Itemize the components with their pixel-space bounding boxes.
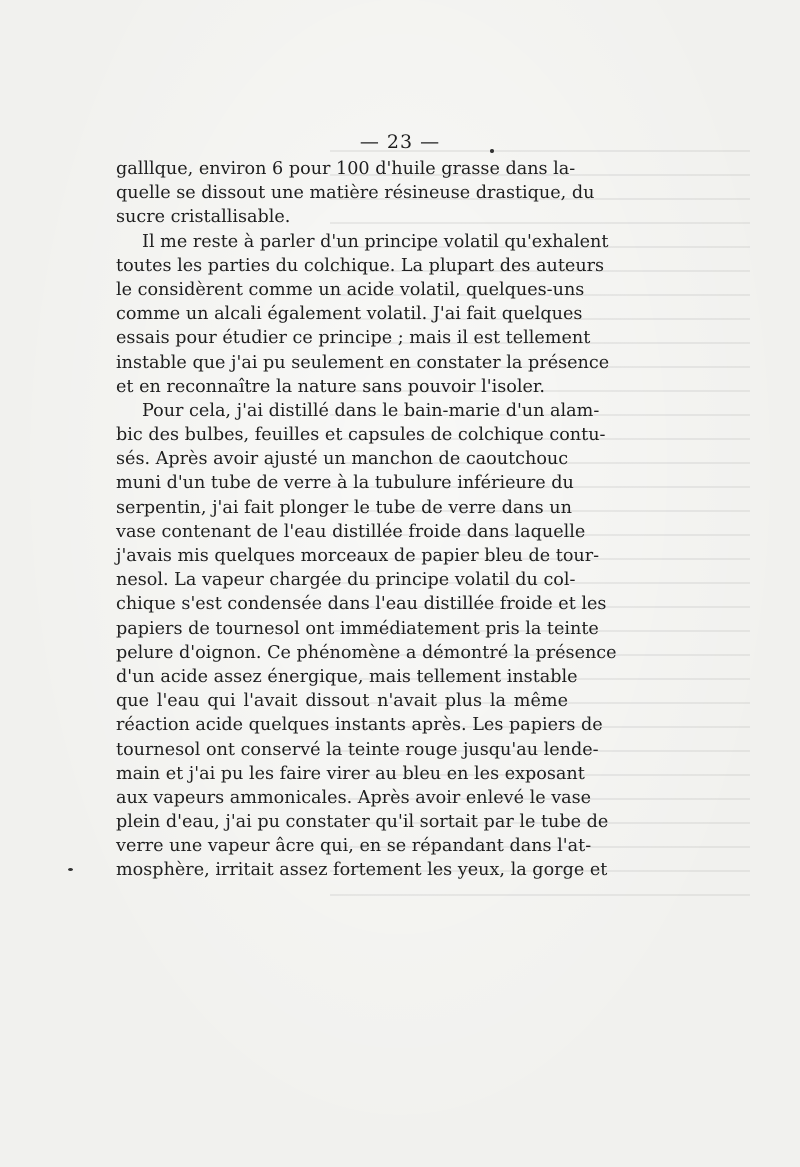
body-text xyxy=(116,157,617,883)
text-line: chique s'est condensée dans l'eau distillée froide et les xyxy=(116,594,607,615)
text-line: comme un alcali également volatil. J'ai fait quelques xyxy=(116,304,583,325)
ink-speck xyxy=(490,149,494,153)
text-line: papiers de tournesol ont immédiatement pris la teinte xyxy=(116,618,599,639)
text-line: et en reconnaître la nature sans pouvoir l'isoler. xyxy=(116,376,545,397)
text-line: tournesol ont conservé la teinte rouge jusqu'au lende- xyxy=(116,739,599,760)
text-line: sucre cristallisable. xyxy=(116,207,291,228)
page-number: — 23 — xyxy=(359,131,441,153)
text-line: d'un acide assez énergique, mais tellement instable xyxy=(116,666,578,687)
text-line: que l'eau qui l'avait dissout n'avait plus la même xyxy=(116,691,568,712)
text-line: sés. Après avoir ajusté un manchon de caoutchouc xyxy=(116,449,569,470)
text-line: nesol. La vapeur chargée du principe volatil du col- xyxy=(116,570,576,591)
text-line: j'avais mis quelques morceaux de papier bleu de tour- xyxy=(116,546,600,566)
ink-speck xyxy=(68,868,73,871)
text-line: quelle se dissout une matière résineuse drastique, du xyxy=(116,183,595,204)
text-line: plein d'eau, j'ai pu constater qu'il sortait par le tube de xyxy=(116,812,609,833)
text-line: vase contenant de l'eau distillée froide dans laquelle xyxy=(116,521,586,542)
text-line: main et j'ai pu les faire virer au bleu en les exposant xyxy=(116,763,585,784)
text-line: verre une vapeur âcre qui, en se répandant dans l'at- xyxy=(116,836,592,857)
text-line: mosphère, irritait assez fortement les yeux, la gorge et xyxy=(116,860,608,881)
text-line: galllque, environ 6 pour 100 d'huile grasse dans la- xyxy=(116,159,576,179)
text-line: Il me reste à parler d'un principe volatil qu'exhalent xyxy=(142,231,609,252)
text-line: bic des bulbes, feuilles et capsules de colchique contu- xyxy=(116,425,606,446)
text-line: serpentin, j'ai fait plonger le tube de verre dans un xyxy=(116,497,572,518)
text-line: Pour cela, j'ai distillé dans le bain-marie d'un alam- xyxy=(142,400,600,421)
text-line: réaction acide quelques instants après. Les papiers de xyxy=(116,715,603,736)
text-line: instable que j'ai pu seulement en constater la présence xyxy=(116,352,610,373)
text-line: le considèrent comme un acide volatil, quelques-uns xyxy=(116,279,585,300)
text-line: essais pour étudier ce principe ; mais il est tellement xyxy=(116,328,591,349)
text-line: muni d'un tube de verre à la tubulure inférieure du xyxy=(116,473,574,494)
text-line: pelure d'oignon. Ce phénomène a démontré la présence xyxy=(116,642,617,663)
text-line: aux vapeurs ammonicales. Après avoir enlevé le vase xyxy=(116,787,592,808)
text-line: toutes les parties du colchique. La plupart des auteurs xyxy=(116,255,605,276)
